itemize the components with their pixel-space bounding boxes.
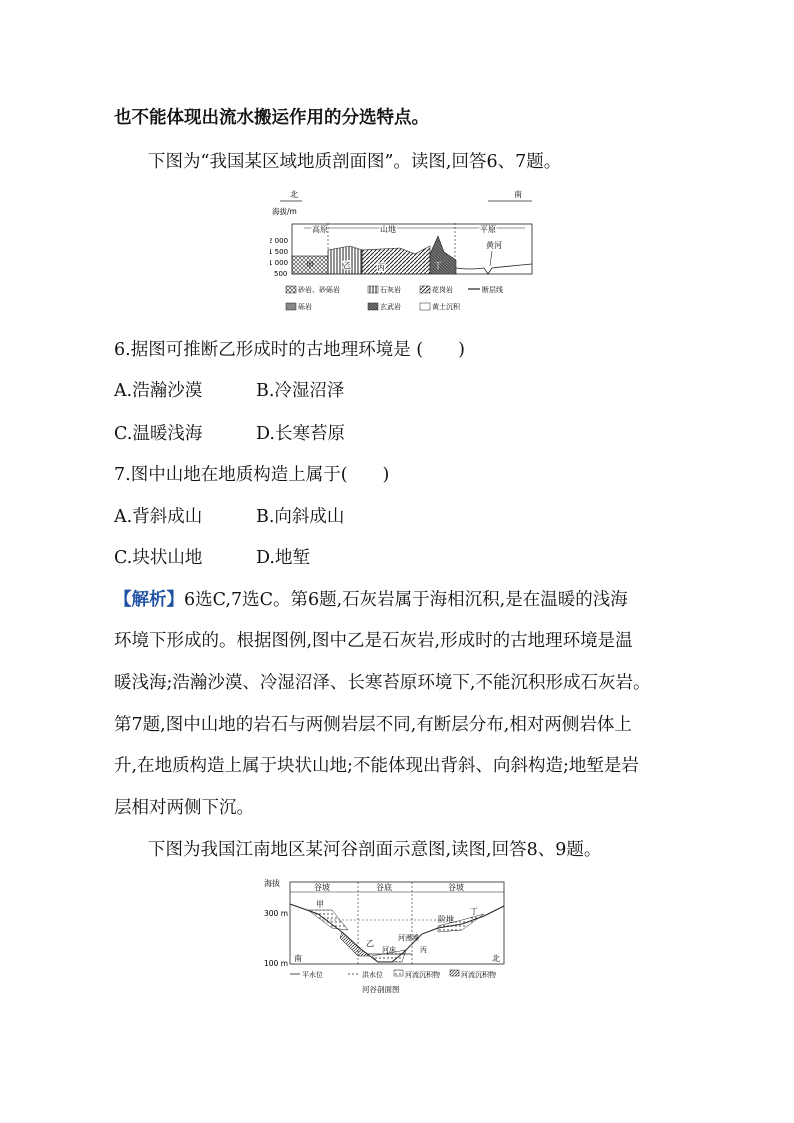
option-7d: D.地堑	[256, 548, 310, 568]
region-slope-left: 谷坡	[314, 883, 330, 892]
region-valley-floor: 谷底	[376, 883, 392, 892]
analysis-line-6: 层相对两侧下沉。	[114, 798, 254, 818]
altitude-label: 海拔/m	[272, 207, 297, 216]
legend-basalt: 玄武岩	[380, 303, 401, 311]
analysis-line-1	[114, 586, 628, 611]
legend-sandstone: 砂岩、砂砾岩	[298, 286, 340, 294]
altitude-label-2: 海拔	[264, 879, 280, 888]
analysis-line-2: 环境下形成的。根据图例,图中乙是石灰岩,形成时的古地理环境是温	[114, 631, 633, 651]
question-6: 6.据图可推断乙形成时的古地理环境是 ( )	[114, 340, 465, 360]
text-line-1: 也不能体现出流水搬运作用的分选特点。	[114, 108, 429, 128]
geology-profile-figure	[270, 188, 540, 320]
legend-flood-level: 洪水位	[362, 971, 383, 979]
analysis-text-1: 6选C,7选C。第6题,石灰岩属于海相沉积,是在温暖的浅海	[184, 590, 628, 610]
analysis-line-5: 升,在地质构造上属于块状山地;不能体现出背斜、向斜构造;地堑是岩	[114, 756, 639, 776]
label-yi-2: 乙	[366, 939, 374, 948]
label-terrace: 阶地	[438, 915, 454, 924]
legend-granite: 花岗岩	[432, 286, 453, 294]
legend-sediment-dots: 河流沉积物	[405, 971, 440, 979]
legend-limestone: 石灰岩	[380, 286, 401, 294]
option-6b: B.冷湿沼泽	[256, 381, 345, 401]
option-6a: A.浩瀚沙漠	[114, 381, 203, 401]
tick-2000: 2 000	[270, 237, 289, 245]
region-plateau: 高原	[312, 225, 328, 234]
north-label-2: 北	[492, 954, 500, 963]
south-label-2: 南	[294, 954, 302, 963]
option-7a: A.背斜成山	[114, 507, 203, 527]
region-plain: 平原	[480, 225, 496, 234]
question-7: 7.图中山地在地质构造上属于( )	[114, 465, 390, 485]
analysis-line-3: 暖浅海;浩瀚沙漠、冷湿沼泽、长寒苔原环境下,不能沉积形成石灰岩。	[114, 673, 651, 693]
legend-fault: 断层线	[482, 286, 503, 294]
intro-question-6-7: 下图为“我国某区域地质剖面图”。读图,回答6、7题。	[148, 152, 562, 172]
label-jia: 甲	[306, 261, 314, 270]
tick-1000: 1 000	[270, 259, 289, 267]
legend-conglomerate: 砾岩	[298, 303, 312, 311]
tick-300m: 300 m	[264, 909, 289, 918]
river-valley-figure	[262, 872, 542, 1000]
figure-caption: 河谷剖面图	[362, 985, 400, 994]
tick-500: 500	[274, 270, 288, 278]
label-bing-2: 丙	[420, 946, 427, 954]
region-slope-right: 谷坡	[448, 883, 464, 892]
label-ding-2: 丁	[470, 907, 478, 916]
legend-normal-level: 平水位	[302, 971, 323, 979]
region-mountain: 山地	[380, 225, 396, 234]
label-floodplain: 河漫滩	[398, 934, 419, 942]
option-6c: C.温暖浅海	[114, 424, 203, 444]
north-label: 北	[290, 190, 298, 199]
analysis-line-4: 第7题,图中山地的岩石与两侧岩层不同,有断层分布,相对两侧岩体上	[114, 715, 632, 735]
label-yi: 乙	[343, 261, 351, 270]
analysis-heading: 【解析】	[114, 590, 184, 610]
tick-1500: 1 500	[270, 248, 289, 256]
option-7c: C.块状山地	[114, 548, 203, 568]
tick-100m: 100 m	[264, 959, 289, 968]
option-6d: D.长寒苔原	[256, 424, 345, 444]
south-label: 南	[514, 190, 522, 199]
legend-loess: 黄土沉积	[432, 303, 460, 311]
label-jia-2: 甲	[316, 900, 324, 909]
label-riverbed: 河床	[382, 946, 396, 954]
yellow-river-label: 黄河	[486, 241, 502, 250]
option-7b: B.向斜成山	[256, 507, 345, 527]
legend-sediment-hatch: 河流沉积物	[461, 971, 496, 979]
label-ding: 丁	[434, 261, 442, 270]
intro-question-8-9: 下图为我国江南地区某河谷剖面示意图,读图,回答8、9题。	[148, 840, 602, 860]
label-bing: 丙	[377, 263, 385, 272]
